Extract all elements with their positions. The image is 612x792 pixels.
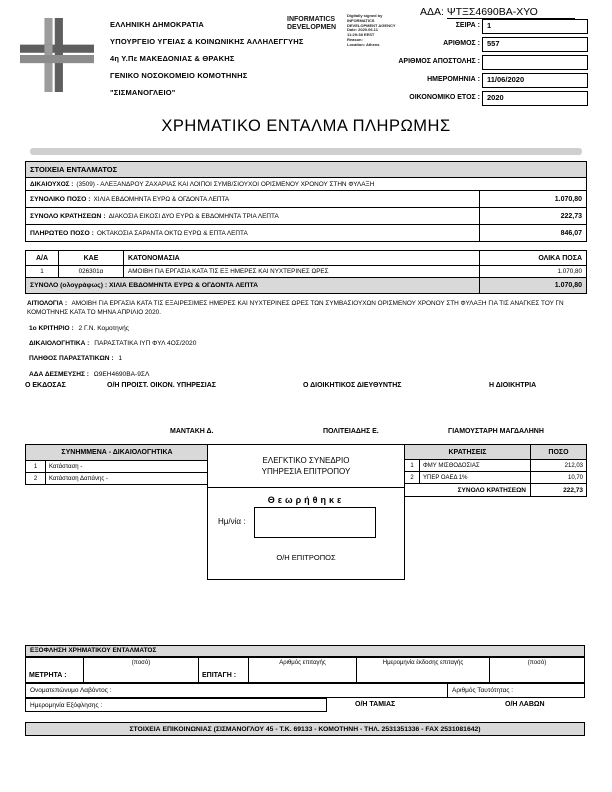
stamp-sig-line: Date: 2020.06.11 [347, 27, 378, 33]
diavgeia-stamp-name [287, 16, 336, 32]
signature-title-ekdosas: Ο ΕΚΔΟΣΑΣ [25, 382, 66, 389]
payment-section-header: ΕΞΟΦΛΗΣΗ ΧΡΗΜΑΤΙΚΟΥ ΕΝΤΑΛΜΑΤΟΣ [25, 645, 585, 657]
page-title: ΧΡΗΜΑΤΙΚΟ ΕΝΤΑΛΜΑ ΠΛΗΡΩΜΗΣ [161, 117, 451, 135]
cross-icon [20, 16, 94, 94]
cheque-date-caption: Ημερομηνία έκδοσης επιταγής [356, 658, 489, 682]
deductions-amount-value: 222,73 [479, 208, 586, 224]
signature-title-dioikitria: Η ΔΙΟΙΚΗΤΡΙΑ [489, 382, 537, 389]
total-amount-value: 1.070,80 [479, 191, 586, 207]
col-olika-posa: ΟΛΙΚΑ ΠΟΣΑ [479, 251, 586, 265]
stamp-sig-line: Location: Athens [347, 41, 380, 47]
field-seira-value: 1 [482, 19, 588, 34]
payment-row-3 [25, 698, 327, 712]
ada-desmeusis-value: Ω9ΕΗ4690ΒΑ-9ΣΛ [93, 371, 150, 378]
dikaiologitika-value: ΠΑΡΑΣΤΑΤΙΚΑ ΙΥΠ ΦΥΛ 4ΟΣ/2020 [94, 340, 197, 347]
attachment-row [26, 472, 208, 484]
deductions-total-label: ΣΥΝΟΛΟ ΚΡΑΤΗΣΕΩΝ [457, 486, 526, 494]
ada-desmeusis [29, 371, 149, 378]
payable-amount-words: ΟΚΤΑΚΟΣΙΑ ΣΑΡΑΝΤΑ ΟΚΤΩ ΕΥΡΩ & ΕΠΤΑ ΛΕΠΤΑ [96, 229, 248, 237]
field-imerominia-value: 11/06/2020 [482, 73, 588, 88]
field-arithmos-label: ΑΡΙΘΜΟΣ : [443, 40, 480, 47]
attachment-row-text: Κατάσταση Δαπάνης - [49, 475, 108, 482]
cash-amount-caption: (ποσό) [83, 658, 198, 682]
field-seira-label: ΣΕΙΡΑ : [455, 22, 480, 29]
stamp-sig-line: Reason: [347, 36, 363, 42]
kae-row-aa: 1 [40, 268, 44, 275]
col-aa: Α/Α [35, 254, 49, 262]
payment-row-2 [25, 683, 585, 698]
payment-row-1 [25, 657, 585, 683]
court-date-label: Ημ/νία : [218, 517, 246, 526]
deductions-amount-words: ΔΙΑΚΟΣΙΑ ΕΙΚΟΣΙ ΔΥΟ ΕΥΡΩ & ΕΒΔΟΜΗΝΤΑ ΤΡΙΑ ΛΕΠΤΑ [108, 212, 279, 220]
kae-table [25, 250, 587, 294]
cash-label: ΜΕΤΡΗΤΑ : [29, 672, 67, 679]
plithos-parastatikon [29, 355, 122, 362]
deduction-row-num: 1 [405, 460, 420, 471]
total-amount-words: ΧΙΛΙΑ ΕΒΔΟΜΗΝΤΑ ΕΥΡΩ & ΟΓΔΟΝΤΑ ΛΕΠΤΑ [93, 195, 230, 203]
attachments-table [25, 444, 209, 485]
beneficiary-value: (3509) - ΑΛΕΞΑΝΔΡΟΥ ΖΑΧΑΡΙΑΣ ΚΑΙ ΛΟΙΠΟΙ ΣΥΜΒ/ΣΙΟΥΧΟΙ ΟΡΙΣΜΕΝΟΥ ΧΡΟΝΟΥ ΣΤΗΝ ΦΥΛΑΞΗ [76, 180, 375, 188]
deductions-header [405, 445, 586, 459]
plithos-label: ΠΛΗΘΟΣ ΠΑΡΑΣΤΑΤΙΚΩΝ : [29, 355, 114, 362]
aitiologia [27, 300, 585, 317]
stamp-sig-line: DEVELOPMENT AGENCY [347, 22, 396, 28]
kae-table-header [26, 251, 586, 265]
approved-label: Θεωρήθηκε [267, 495, 345, 505]
stamp-sig-line: 11:29:38 EEST [347, 32, 375, 38]
entalma-table [25, 161, 587, 242]
id-label: Αριθμός Ταυτότητας : [447, 684, 584, 697]
court-line1: ΕΛΕΓΚΤΙΚΟ ΣΥΝΕΔΡΙΟ [262, 456, 350, 465]
entalma-header: ΣΤΟΙΧΕΙΑ ΕΝΤΑΛΜΑΤΟΣ [26, 162, 586, 177]
ada-desmeusis-label: ΑΔΑ ΔΕΣΜΕΥΣΗΣ : [29, 371, 89, 378]
hospital-cross-logo [20, 16, 94, 94]
payable-amount-row [26, 224, 586, 241]
payee-label: Ονοματεπώνυμο Λαβόντος : [30, 687, 112, 694]
stamp-sig-line: INFORMATICS [347, 17, 375, 23]
kritirio [29, 325, 129, 332]
org-line-country: ΕΛΛΗΝΙΚΗ ΔΗΜΟΚΡΑΤΙΑ [110, 20, 204, 29]
deduction-row-amount: 212,03 [530, 460, 586, 471]
signature-name-2: ΠΟΛΙΤΕΙΑΔΗΣ Ε. [323, 428, 379, 435]
kritirio-label: 1ο ΚΡΙΤΗΡΙΟ : [29, 325, 74, 332]
divider-strip [30, 148, 582, 155]
payoff-date-label: Ημερομηνία Εξόφλησης : [30, 701, 103, 709]
attachment-row-num: 1 [26, 461, 46, 472]
dikaiologitika-label: ΔΙΚΑΙΟΛΟΓΗΤΙΚΑ : [29, 340, 90, 347]
signature-name-3: ΓΙΑΜΟΥΣΤΑΡΗ ΜΑΓΔΑΛΗΝΗ [448, 428, 544, 435]
kae-table-row [26, 265, 586, 277]
ada-number [420, 6, 575, 19]
total-amount-row [26, 190, 586, 207]
attachment-row-num: 2 [26, 473, 46, 484]
deduction-row-name: ΦΜΥ ΜΙΣΘΟΔΟΣΙΑΣ [423, 462, 480, 469]
court-heading [208, 445, 404, 488]
contact-footer: ΣΤΟΙΧΕΙΑ ΕΠΙΚΟΙΝΩΝΙΑΣ (ΣΙΣΜΑΝΟΓΛΟΥ 45 - Τ.Κ. 69133 - ΚΟΜΟΤΗΝΗ - ΤΗΛ. 2531351336 - FAX 2531081642) [25, 722, 585, 736]
payable-amount-value: 846,07 [479, 225, 586, 241]
ada-label: ΑΔΑ: [420, 6, 444, 18]
deductions-amount-row [26, 207, 586, 224]
attachments-header: ΣΥΝΗΜΜΕΝΑ - ΔΙΚΑΙΟΛΟΓΗΤΙΚΑ [26, 445, 208, 460]
deductions-amount-label: ΣΥΝΟΛΟ ΚΡΑΤΗΣΕΩΝ : [30, 212, 106, 220]
field-etos-value: 2020 [482, 91, 588, 106]
org-line-ministry: ΥΠΟΥΡΓΕΙΟ ΥΓΕΙΑΣ & ΚΟΙΝΩΝΙΚΗΣ ΑΛΛΗΛΕΓΓΥΗΣ [110, 37, 304, 46]
payable-amount-label: ΠΛΗΡΩΤΕΟ ΠΟΣΟ : [30, 229, 94, 237]
deduction-row-name: ΥΠΕΡ ΟΑΕΔ 1% [423, 474, 468, 481]
receiver-label: Ο/Η ΛΑΒΩΝ [505, 701, 545, 708]
ada-value: ΨΤΞΣ4690ΒΑ-ΧΥΟ [447, 6, 575, 19]
kae-table-total-row [26, 277, 586, 293]
deduction-row [405, 459, 586, 471]
field-imerominia-label: ΗΜΕΡΟΜΗΝΙΑ : [427, 76, 480, 83]
aitiologia-value-line1: ΑΜΟΙΒΗ ΓΙΑ ΕΡΓΑΣΙΑ ΚΑΤΑ ΤΙΣ ΕΞΑΙΡΕΣΙΜΕΣ ΗΜΕΡΕΣ ΚΑΙ ΝΥΧΤΕΡΙΝΕΣ ΩΡΕΣ ΤΩΝ ΣΥΜΒΑΣΙΟΥΧΩΝ ΟΡΙΣΜΕΝΟΥ ΧΡΟΝΟΥ ΣΤΗ ΦΥΛΑΞΗ [71, 300, 487, 307]
kae-row-description: ΑΜΟΙΒΗ ΓΙΑ ΕΡΓΑΣΙΑ ΚΑΤΑ ΤΙΣ ΕΞ ΗΜΕΡΕΣ ΚΑΙ ΝΥΧΤΕΡΙΝΕΣ ΩΡΕΣ [123, 266, 479, 277]
deduction-row-amount: 10,70 [530, 472, 586, 483]
field-apostolis-label: ΑΡΙΘΜΟΣ ΑΠΟΣΤΟΛΗΣ : [398, 58, 480, 65]
cheque-label: ΕΠΙΤΑΓΗ : [198, 658, 248, 682]
stamp-name-line1: INFORMATICS [287, 16, 336, 23]
org-line-hospital: ΓΕΝΙΚΟ ΝΟΣΟΚΟΜΕΙΟ ΚΟΜΟΤΗΝΗΣ [110, 71, 248, 80]
deductions-total-row [405, 483, 586, 496]
field-apostolis-value [482, 55, 588, 70]
commissioner-label: Ο/Η ΕΠΙΤΡΟΠΟΣ [276, 553, 336, 562]
kae-row-code: 026301α [58, 266, 123, 277]
plithos-value: 1 [118, 355, 123, 362]
deductions-col-name: ΚΡΑΤΗΣΕΙΣ [448, 448, 487, 456]
stamp-name-line2: DEVELOPMEN [287, 24, 337, 31]
signature-title-dioikitikos: Ο ΔΙΟΙΚΗΤΙΚΟΣ ΔΙΕΥΘΥΝΤΗΣ [303, 382, 402, 389]
deduction-row-num: 2 [405, 472, 420, 483]
deduction-row [405, 471, 586, 483]
cheque-number-caption: Αριθμός επιταγής [248, 658, 356, 682]
cashier-label: Ο/Η ΤΑΜΙΑΣ [355, 701, 396, 708]
stamp-sig-line: Digitally signed by [347, 13, 383, 18]
court-line2: ΥΠΗΡΕΣΙΑ ΕΠΙΤΡΟΠΟΥ [261, 467, 351, 476]
org-line-hospital-name: "ΣΙΣΜΑΝΟΓΛΕΙΟ" [110, 88, 176, 97]
cheque-amount-caption: (ποσό) [489, 658, 584, 682]
dikaiologitika [29, 340, 196, 347]
aitiologia-value-line2: ΓΙΑ ΤΙΣ ΑΝΑΓΚΕΣ ΤΟΥ ΓΝ ΚΟΜΟΤΗΝΗΣ ΚΑΤΑ ΤΟ ΜΗΝΑ ΑΠΡΙΛΙΟ 2020. [27, 300, 564, 316]
field-etos-label: ΟΙΚΟΝΟΜΙΚΟ ΕΤΟΣ : [409, 94, 480, 101]
col-katonomasia: ΚΑΤΟΝΟΜΑΣΙΑ [123, 251, 479, 265]
beneficiary-row [26, 177, 586, 190]
beneficiary-label: ΔΙΚΑΙΟΥΧΟΣ : [30, 180, 74, 188]
court-date-box [254, 507, 376, 538]
kae-row-amount: 1.070,80 [479, 266, 586, 277]
total-amount-label: ΣΥΝΟΛΙΚΟ ΠΟΣΟ : [30, 195, 91, 203]
signature-title-proist: Ο/Η ΠΡΟΙΣΤ. ΟΙΚΟΝ. ΥΠΗΡΕΣΙΑΣ [107, 382, 217, 389]
field-arithmos-value: 557 [482, 37, 588, 52]
deductions-total-amount: 222,73 [530, 484, 586, 496]
kae-total-amount: 1.070,80 [479, 278, 586, 293]
deductions-col-amount: ΠΟΣΟ [530, 445, 586, 459]
kae-total-label: ΣΥΝΟΛΟ (ολογράφως) : ΧΙΛΙΑ ΕΒΔΟΜΗΝΤΑ ΕΥΡΩ & ΟΓΔΟΝΤΑ ΛΕΠΤΑ [30, 282, 259, 289]
col-kae: ΚΑΕ [58, 251, 123, 265]
deductions-table [404, 444, 587, 497]
attachment-row [26, 460, 208, 472]
signature-name-1: ΜΑΝΤΑΚΗ Δ. [170, 428, 214, 435]
attachment-row-text: Κατάσταση - [49, 463, 83, 470]
org-line-region: 4η Υ.Πε ΜΑΚΕΔΟΝΙΑΣ & ΘΡΑΚΗΣ [110, 54, 235, 63]
kritirio-value: 2 Γ.Ν. Κομοτηνής [78, 325, 129, 332]
aitiologia-label: ΑΙΤΙΟΛΟΓΙΑ : [27, 300, 68, 307]
court-panel [207, 444, 405, 580]
